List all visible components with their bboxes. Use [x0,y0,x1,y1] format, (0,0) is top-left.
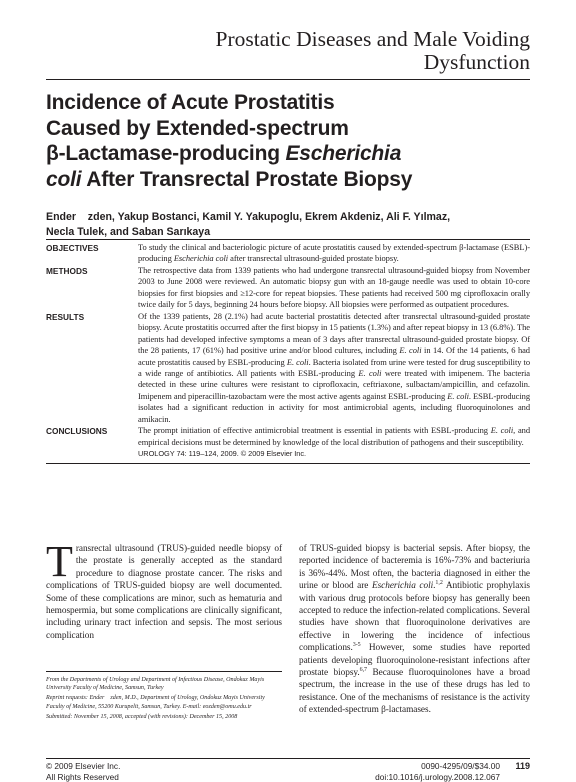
objectives-text-c: after transrectal ultrasound-guided prostate biopsy. [228,253,399,263]
footnote-affiliation: From the Departments of Urology and Department of Infectious Disease, Ondokuz Mayis University Faculty of Medicine, Samsun, Turkey [46,676,282,692]
results-text [138,311,530,426]
top-rule [46,79,530,80]
reference-superscript: 6,7 [360,667,367,673]
footnote-reprint: Reprint requests: Ender zden, M.D., Department of Urology, Ondokuz Mayis University Faculty of Medicine, 55200 Kurupelit, Samsun, Turkey. E-mail: eozden@omu.edu.tr [46,694,282,710]
title-line-3-a: β-Lactamase-producing [46,142,285,165]
conclusions-text [138,425,530,459]
results-h: E. coli [447,391,469,401]
intro-paragraph: ransrectal ultrasound (TRUS)-guided needle biopsy of the prostate is generally accepted as the standard procedure to diagnose prostate cancer. The risks and complications of TRUS-guided biopsy are well documented. Some of these complications are minor, such as hematuria and hemospermia, but some complications are clinically significant, including urinary tract infection and sepsis. The most serious complication [46,544,282,641]
reference-superscript: 3-5 [353,642,361,648]
authors-line-1: Ender zden, Yakup Bostanci, Kamil Y. Yakupoglu, Ekrem Akdeniz, Ali F. Yılmaz, [46,210,536,225]
footer-copyright: © 2009 Elsevier Inc. [46,761,120,772]
results-e: . Bacteria isolated from urine were tested for drug susceptibility to a wide range of antibiotics. All patients with ESBL-producing [138,357,530,378]
results-d: E. coli [287,357,309,367]
results-f: E. coli [358,368,381,378]
conclusions-a: The prompt initiation of effective antimicrobial treatment is essential in patients with ESBL-producing [138,425,491,435]
footer-doi[interactable]: doi:10.1016/j.urology.2008.12.067 [375,772,500,782]
title-line-1: Incidence of Acute Prostatitis [46,90,516,116]
article-title [46,90,516,192]
results-i: . ESBL-producing isolates had a significant reduction in activity for most antimicrobial agents, including fluoroquinolones and amikacin. [138,391,530,424]
footer-rights: All Rights Reserved [46,772,120,782]
abstract-methods [46,265,530,311]
footnote-submitted: Submitted: November 15, 2008, accepted (with revisions): December 15, 2008 [46,713,282,721]
citation: UROLOGY 74: 119–124, 2009. © 2009 Elsevier Inc. [138,449,306,458]
results-a: Of the 1339 patients, 28 (2.1%) had acute bacterial prostatitis detected after transrectal ultrasound-guided prostate biopsy. Acute prostatitis occurred after the first biopsy in 15 patients (1.3%) and after repeat biopsy in 13 (6.8%). The patients had developed infective symptoms a mean of 3 days after transrectal ultrasound-guided prostate biopsy. Of the 28 patients, 17 (61%) had positive urine and/or blood cultures, including [138,311,530,355]
title-line-4-b: After Transrectal Prostate Biopsy [81,168,412,191]
authors-line-2: Necla Tulek, and Saban Sarıkaya [46,225,536,240]
abstract-results [46,311,530,426]
results-label: RESULTS [46,311,138,426]
right-text-c: Antibiotic prophylaxis with various drug protocols before biopsy has generally been accepted to reduce the infection-related complications. Several studies have shown that fluoroquinolone derivatives are effective in lowering the incidence of infectious complications. [299,581,530,653]
objectives-text-a: To study the clinical and bacteriologic picture of acute prostatitis caused by extended-spectrum β-lactamase (ESBL)-producing [138,242,530,263]
abstract-conclusions [46,425,530,459]
methods-label: METHODS [46,265,138,311]
right-text-italic: Escherichia coli [372,581,433,591]
right-text-d: However, some studies have reported patients developing fluoroquinolone-resistant infections after prostate biopsy. [299,643,530,678]
footnote [46,671,282,723]
methods-text: The retrospective data from 1339 patients who had undergone transrectal ultrasound-guided biopsy from November 2003 to June 2008 were reviewed. An automatic biopsy gun with an 18-gauge needle was used to obtain 10-core biopsies for first biopsies and ≥12-core for repeat biopsies. These patients had received 500 mg ciprofloxacin orally twice daily for 5 days, beginning 24 hours before biopsy. All biopsies were performed as outpatient procedures. [138,265,530,311]
title-line-4 [46,167,516,193]
title-line-4-italic: coli [46,168,81,191]
title-line-3-italic: Escherichia [285,142,401,165]
conclusions-b: E. coli [491,425,513,435]
body-column-right: of TRUS-guided biopsy is bacterial sepsis. After biopsy, the reported incidence of bacteremia is 16%-73% and bacteriuria is 36%-44%. Most often, the bacteria diagnosed in either the urine or blood are Escherichia coli.$^{1,2}$ Antibiotic prophylaxis with various drug protocols before biopsy has generally been accepted to reduce the infection-related complications. Several studies have shown that fluoroquinolone derivatives are effective in lowering the incidence of infectious complications.$^{3-5}$ However, some studies have reported patients developing fluoroquinolone-resistant infections after prostate biopsy.$^{6,7}$ Because fluoroquinolones have a broad spectrum, the increase in the use of these drugs has led to resistance. One of the mechanisms of resistance is the activity of extended-spectrum β-lactamases. [299,543,530,717]
objectives-text [138,242,530,265]
conclusions-c: , and empirical decisions must be determined by knowledge of the local distribution of pathogens and their susceptibility. [138,425,530,446]
title-line-2: Caused by Extended-spectrum [46,116,516,142]
title-line-3 [46,141,516,167]
author-list [46,210,536,240]
footer-left [46,761,120,782]
objectives-label: OBJECTIVES [46,242,138,265]
objectives-text-italic: Escherichia coli [174,253,228,263]
abstract-objectives [46,242,530,265]
right-text-e: Because fluoroquinolones have a broad spectrum, the increase in the use of these drugs has led to resistance. One of the mechanisms of resistance is the activity of extended-spectrum β-lactamases. [299,668,530,715]
results-g: were treated with imipenem. The bacteria detected in these urine cultures were resistant to ciprofloxacin, ceftriaxone, sulbactam/ampicillin, and cefazolin. Imipenem and piperacillin-tazobactam were the most active agents against ESBL-producing [138,368,530,401]
conclusions-label: CONCLUSIONS [46,425,138,459]
results-c: in 14. Of the 14 patients, 6 had acute prostatitis caused by ESBL-producing [138,345,530,366]
body-column-left [46,543,282,642]
reference-superscript: 1,2 [435,580,442,586]
footer-right [375,761,500,782]
drop-cap: T [46,544,73,580]
footer-issn: 0090-4295/09/$34.00 [375,761,500,772]
section-heading: Prostatic Diseases and Male Voiding Dysfunction [110,28,530,74]
right-text-a: of TRUS-guided biopsy is bacterial sepsis. After biopsy, the reported incidence of bacteremia is 16%-73% and bacteriuria is 36%-44%. Most often, the bacteria diagnosed in either the urine or blood are [299,544,530,591]
abstract [46,239,530,464]
bottom-rule [46,758,530,759]
results-b: E. coli [399,345,421,355]
page-number: 119 [515,761,530,771]
